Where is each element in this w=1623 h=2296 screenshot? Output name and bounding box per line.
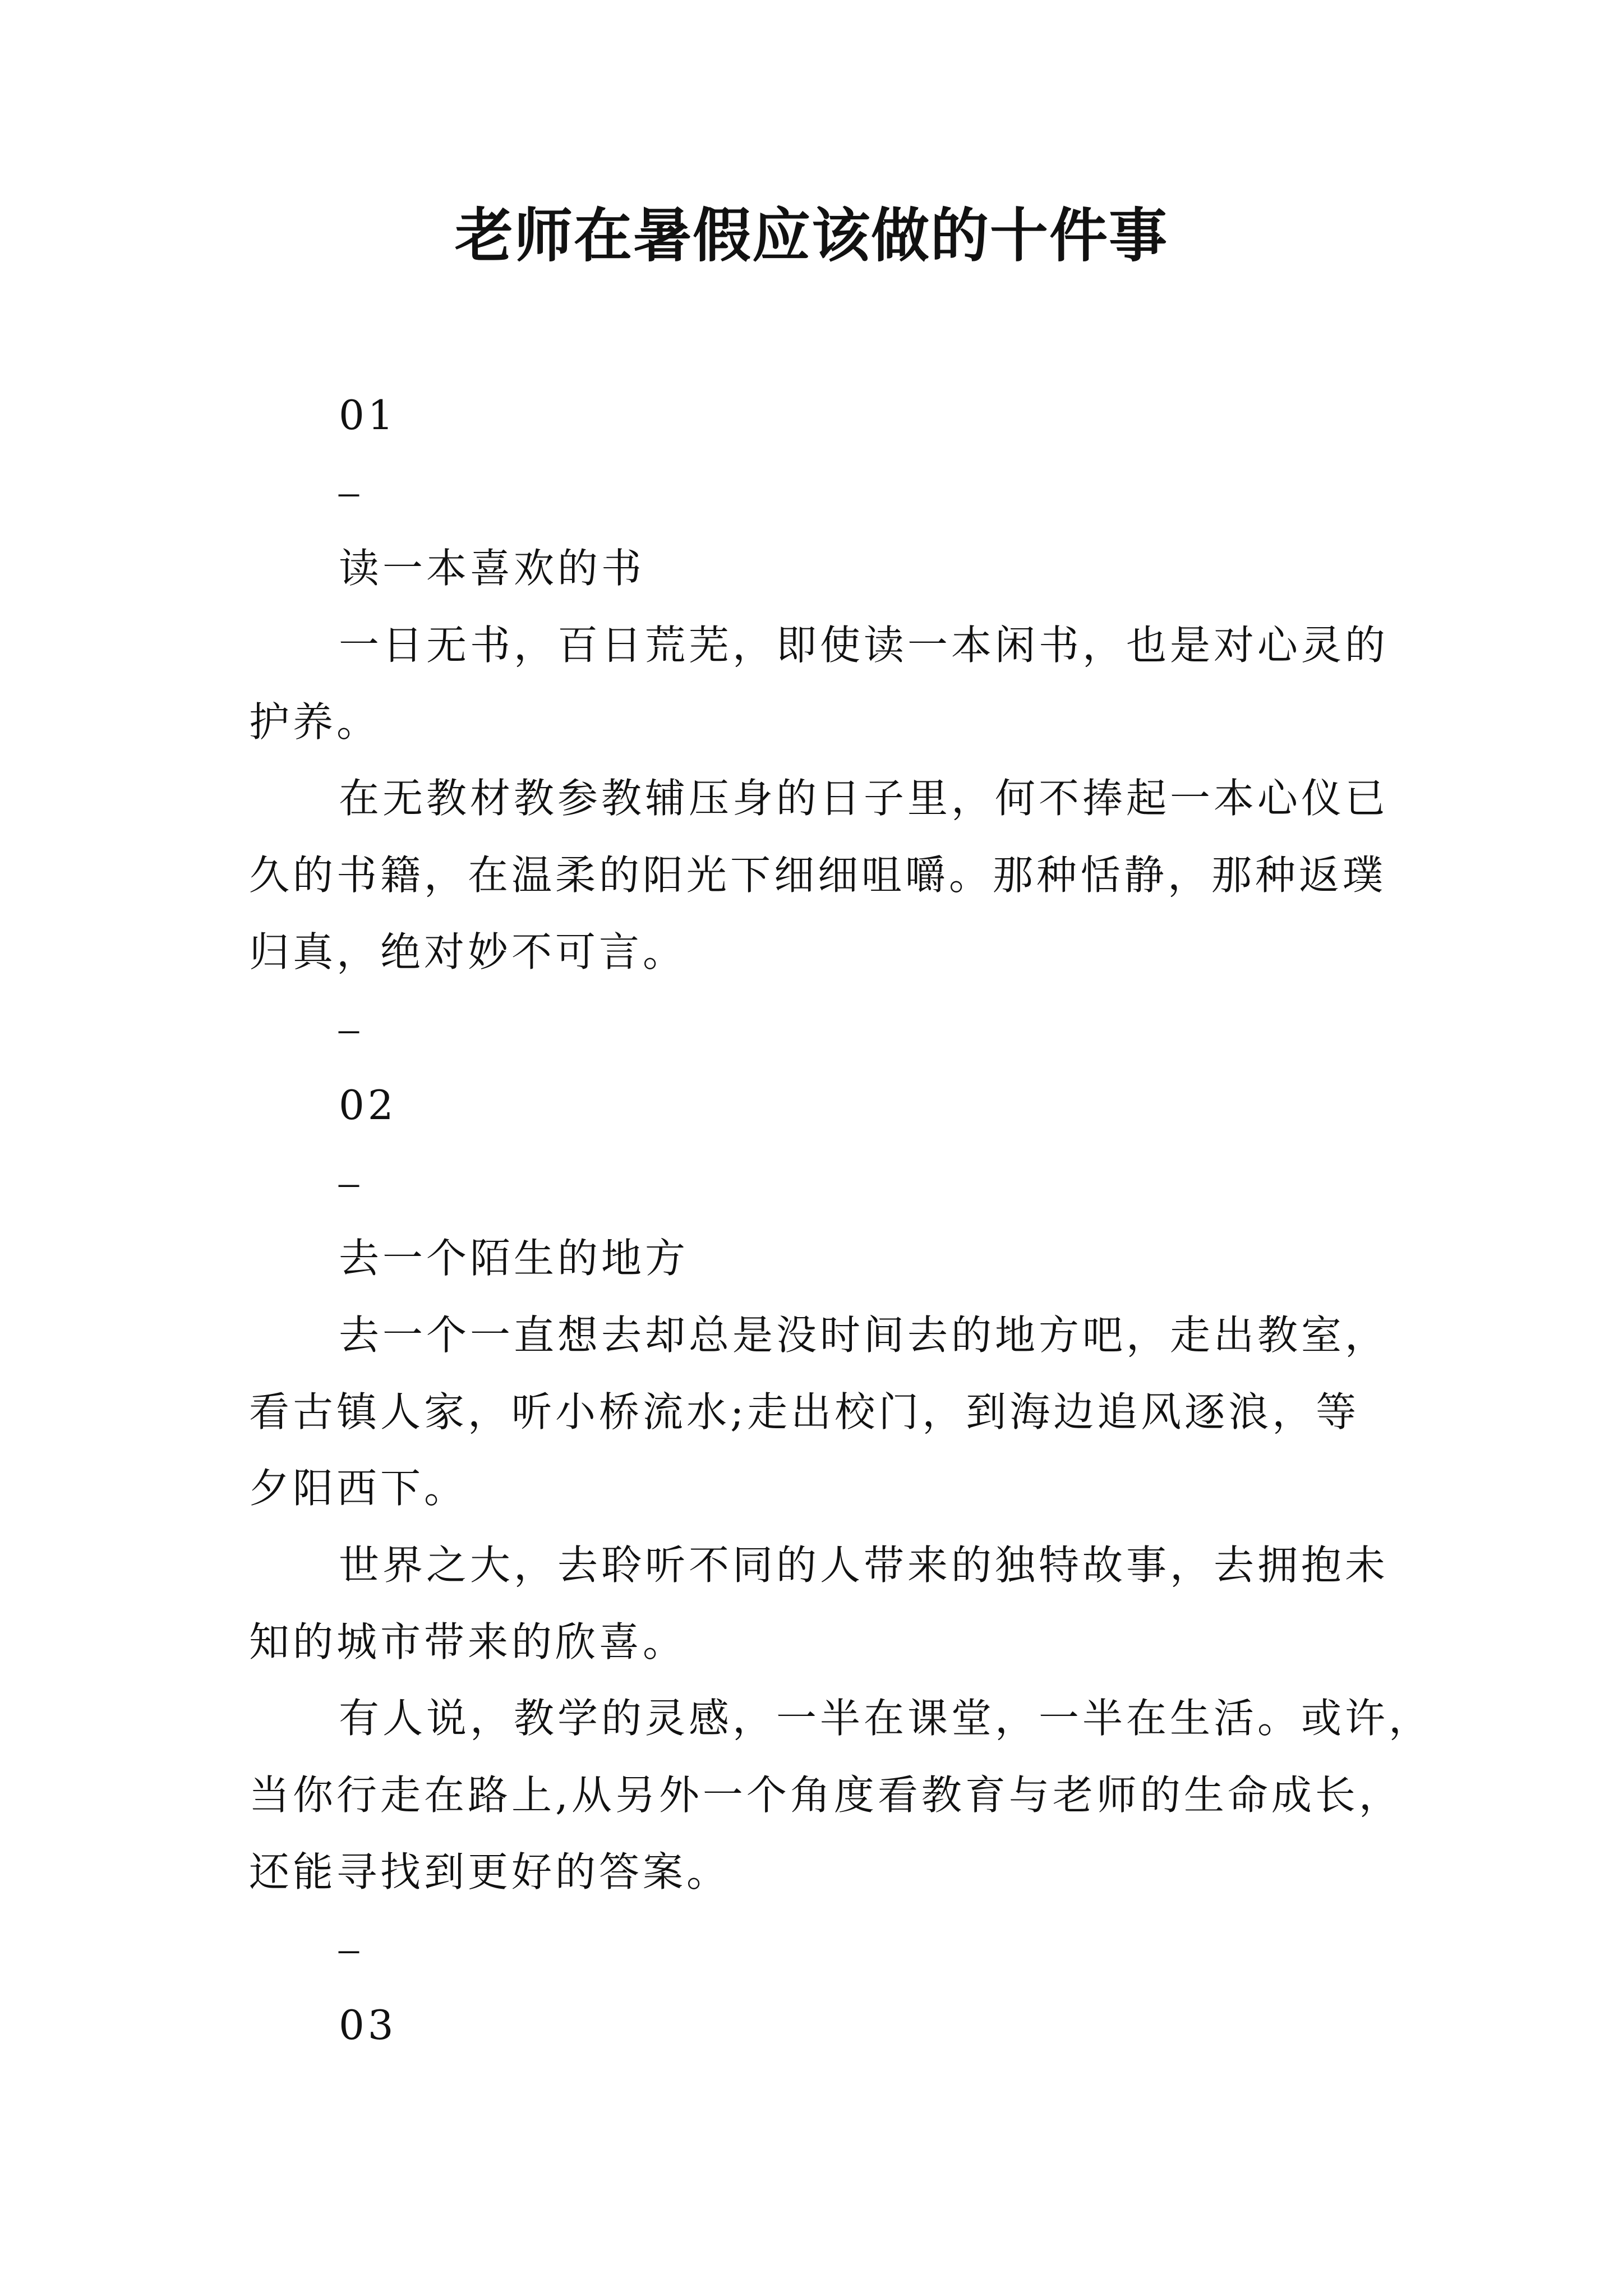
paragraph-line: 一日无书，百日荒芜，即使读一本闲书，也是对心灵的 <box>339 622 1389 669</box>
section-end-separator-01: – <box>339 1006 362 1051</box>
section-separator-02: – <box>339 1159 362 1204</box>
paragraph-line: 看古镇人家，听小桥流水;走出校门，到海边追风逐浪，等 <box>249 1388 1360 1435</box>
section-number-03: 03 <box>339 2001 397 2049</box>
paragraph-line: 还能寻找到更好的答案。 <box>249 1848 731 1895</box>
section-number-02: 02 <box>339 1082 397 1129</box>
document-title: 老师在暑假应该做的十件事 <box>454 201 1168 270</box>
section-heading-01: 读一本喜欢的书 <box>339 545 645 592</box>
paragraph-line: 护养。 <box>249 698 381 746</box>
paragraph-line: 久的书籍，在温柔的阳光下细细咀嚼。那种恬静，那种返璞 <box>249 852 1387 899</box>
paragraph-line: 去一个一直想去却总是没时间去的地方吧，走出教室， <box>339 1312 1389 1359</box>
section-heading-02: 去一个陌生的地方 <box>339 1235 689 1282</box>
paragraph-line: 夕阳西下。 <box>249 1465 468 1512</box>
section-separator-01: – <box>339 469 362 514</box>
paragraph-line: 在无教材教参教辅压身的日子里，何不捧起一本心仪已 <box>339 775 1389 822</box>
paragraph-line: 归真，绝对妙不可言。 <box>249 928 687 976</box>
paragraph-line: 知的城市带来的欣喜。 <box>249 1618 687 1665</box>
section-number-01: 01 <box>339 392 397 439</box>
paragraph-line: 有人说，教学的灵感，一半在课堂，一半在生活。或许， <box>339 1695 1433 1742</box>
section-end-separator-02: – <box>339 1926 362 1971</box>
paragraph-line: 世界之大，去聆听不同的人带来的独特故事，去拥抱未 <box>339 1542 1389 1589</box>
paragraph-line: 当你行走在路上,从另外一个角度看教育与老师的生命成长， <box>249 1772 1403 1819</box>
